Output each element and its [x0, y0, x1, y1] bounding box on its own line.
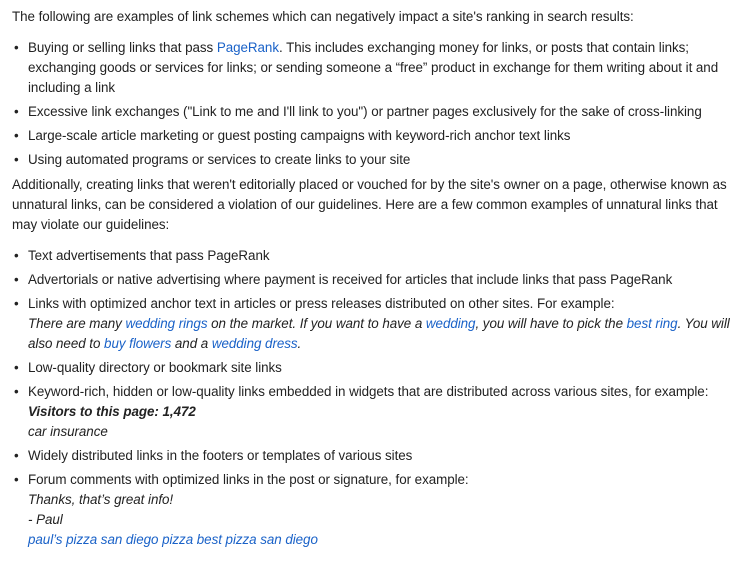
- example-text: There are many: [28, 316, 126, 331]
- list-item: [12, 382, 731, 442]
- list-item-text: Buying or selling links that pass: [28, 40, 217, 55]
- example-link-wedding-rings[interactable]: wedding rings: [125, 316, 208, 331]
- list-item: • Advertorials or native advertising where payment is received for articles that include links that pass PageRank: [12, 270, 731, 290]
- anchor-text-example: [28, 314, 731, 354]
- example-link-best-ring[interactable]: best ring: [626, 316, 678, 331]
- example-text: on the market. If you want to have a: [207, 316, 426, 331]
- forum-signature-name: - Paul: [28, 512, 63, 527]
- list-item: • Large-scale article marketing or guest posting campaigns with keyword-rich anchor text links: [12, 126, 731, 146]
- list-item-text: Forum comments with optimized links in the post or signature, for example:: [28, 472, 469, 487]
- unnatural-links-list: [12, 246, 731, 550]
- list-item: • Text advertisements that pass PageRank: [12, 246, 731, 266]
- list-item-text: . This includes exchanging money for links, or posts that contain links; exchanging goods or services for links; or sending someone a “free” product in exchange for them writing about it and including a link: [28, 40, 719, 95]
- pagerank-link[interactable]: PageRank: [216, 40, 279, 55]
- widget-link-example: car insurance: [28, 424, 108, 439]
- example-link-wedding[interactable]: wedding: [425, 316, 476, 331]
- intro-paragraph: The following are examples of link schemes which can negatively impact a site's ranking in search results:: [12, 9, 634, 24]
- visitors-counter-example: Visitors to this page: 1,472: [28, 404, 196, 419]
- example-text: , you will have to pick the: [475, 316, 627, 331]
- list-item: • Using automated programs or services to create links to your site: [12, 150, 731, 170]
- example-link-buy-flowers[interactable]: buy flowers: [104, 336, 172, 351]
- example-text: and a: [171, 336, 212, 351]
- example-link-wedding-dress[interactable]: wedding dress: [211, 336, 298, 351]
- list-item: [12, 470, 731, 550]
- forum-comment-text: Thanks, that’s great info!: [28, 492, 174, 507]
- list-item: [12, 294, 731, 354]
- list-item-text: Links with optimized anchor text in articles or press releases distributed on other sites. For example:: [28, 296, 615, 311]
- list-item: • Widely distributed links in the footers or templates of various sites: [12, 446, 731, 466]
- list-item-text: Keyword-rich, hidden or low-quality links embedded in widgets that are distributed across various sites, for example:: [28, 384, 709, 399]
- example-text: .: [297, 336, 302, 351]
- forum-signature-link[interactable]: paul’s pizza san diego pizza best pizza san diego: [28, 532, 318, 547]
- unnatural-links-paragraph: Additionally, creating links that weren't editorially placed or vouched for by the site's owner on a page, otherwise known as unnatural links, can be considered a violation of our guidelines. Here are a few common examples of unnatural links that may violate our guidelines:: [12, 177, 727, 232]
- link-schemes-list: [12, 38, 731, 170]
- list-item: [12, 38, 731, 98]
- list-item: • Low-quality directory or bookmark site links: [12, 358, 731, 378]
- example-text: . You will also need to: [28, 316, 730, 351]
- list-item: • Excessive link exchanges ("Link to me and I'll link to you") or partner pages exclusively for the sake of cross-linking: [12, 102, 731, 122]
